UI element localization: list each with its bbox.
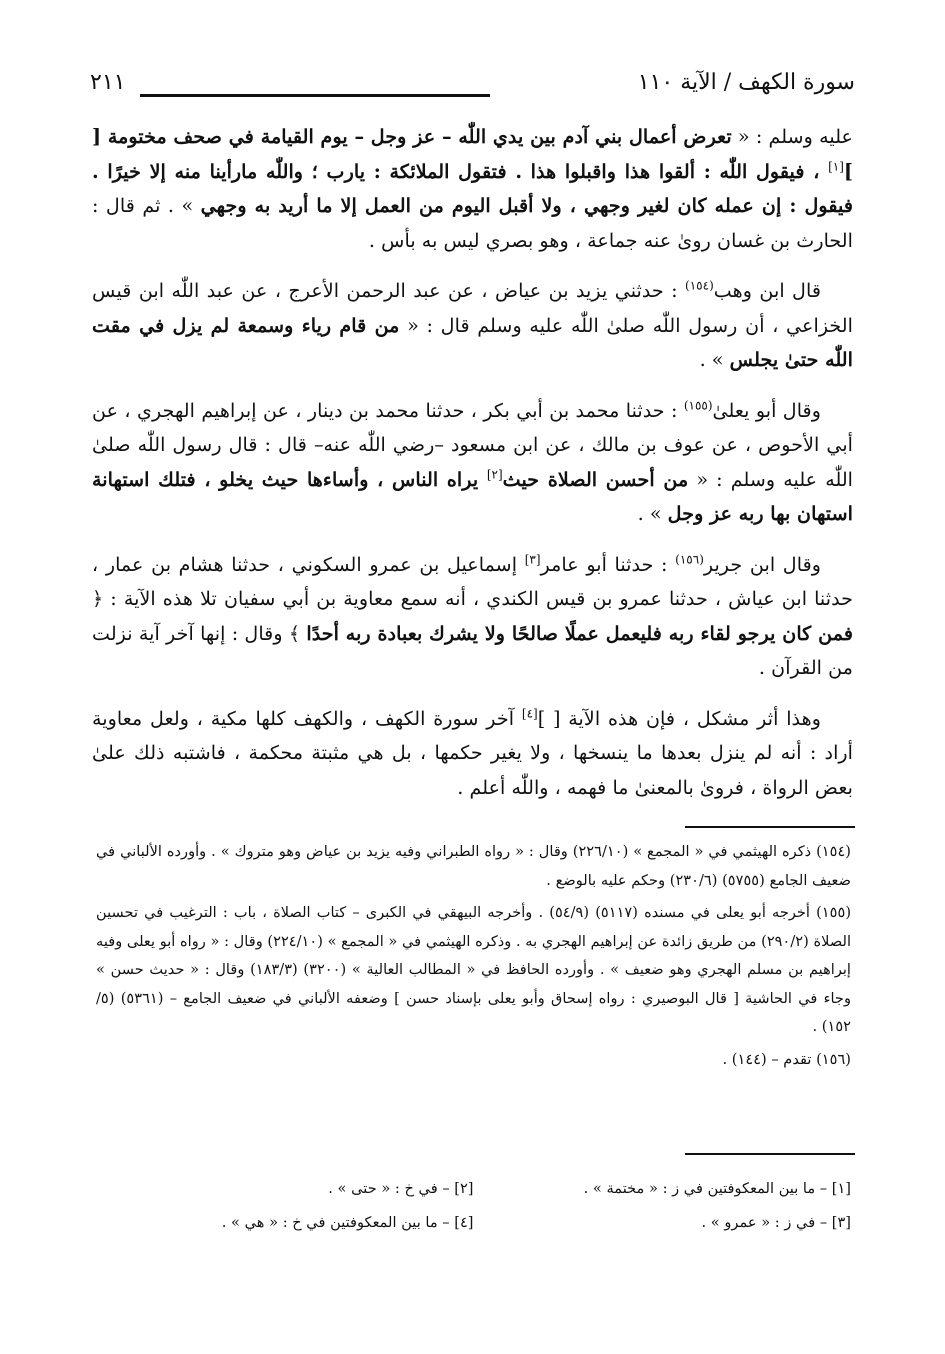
- text-run: إسماعيل بن عمرو السكوني ، حدثنا هشام بن عمار ، حدثنا ابن عياش ، حدثنا عمرو بن قيس الكندي ، أنه سمع معاوية بن أبي سفيان تلا هذه الآية : ﴿: [92, 552, 853, 610]
- text-run: : حدثني يزيد بن عياض ، عن عبد الرحمن الأعرج ، عن عبد اللّٰه ابن قيس الخزاعي ، أن رسول اللّٰه صلىٰ اللّٰه عليه وسلم قال : «: [92, 279, 853, 337]
- chapter-title: سورة الكهف / الآية ١١٠: [637, 70, 855, 95]
- quoted-text: من أحسن الصلاة حيث: [502, 467, 689, 491]
- main-text: [92, 120, 853, 821]
- paragraph-2: [92, 274, 853, 378]
- text-run: وقال أبو يعلىٰ: [712, 398, 821, 422]
- text-run: وقال ابن جرير: [703, 552, 822, 576]
- text-run: : حدثنا أبو عامر: [540, 552, 676, 576]
- footnote-155: (١٥٥) أخرجه أبو يعلى في مسنده (٥١١٧) (٥٤/٩) . وأخرجه البيهقي في الكبرى – كتاب الصلاة ، باب : الترغيب في تحسين الصلاة (٢٩٠/٢) من طريق زائدة عن إبراهيم الهجري به . وذكره الهيثمي في « المجمع » (٢٢٤/١٠) وقال : « رواه أبو يعلى وفيه إبراهيم بن مسلم الهجري وهو ضعيف » . وأورده الحافظ في « المطالب العالية » (٣٢٠٠) (١٨٣/٣) وقال : « حديث حسن » وجاء في الحاشية [ قال البوصيري : رواه إسحاق وأبو يعلى بإسناد حسن ] وضعفه الألباني في ضعيف الجامع – (٥٣٦١) (٥/ ١٥٢) .: [96, 904, 852, 1035]
- editor-note-4: [٤] – ما بين المعكوفتين في خ : « هي » .: [221, 1214, 474, 1231]
- quoted-text: فمن كان يرجو لقاء ربه فليعمل عملًا صالحًا ولا يشرك بعبادة ربه أحدًا: [306, 621, 854, 645]
- footnote-154: (١٥٤) ذكره الهيثمي في « المجمع » (٢٢٦/١٠) وقال : « رواه الطبراني وفيه يزيد بن عياض وهو متروك » . وأورده الألباني في ضعيف الجامع (٥٧٥٥) (٢٣٠/٦) وحكم عليه بالوضع .: [96, 843, 851, 889]
- note-marker: (١٥٦): [675, 552, 704, 567]
- note-marker: (١٥٥): [683, 398, 713, 413]
- text-run: » . ثم قال : الحارث بن غسان روىٰ عنه جماعة ، وهو بصري ليس به بأس .: [92, 194, 853, 252]
- paragraph-1: [92, 120, 853, 258]
- quoted-text: يراه الناس ، وأساءها حيث يخلو ، فتلك استهانة استهان بها ربه عز وجل: [92, 467, 853, 525]
- note-marker: [٣]: [524, 552, 541, 567]
- paragraph-5: [92, 702, 853, 806]
- note-marker: [٤]: [521, 706, 538, 721]
- text-run: ﴾ وقال : إنها آخر آية نزلت من القرآن .: [92, 621, 853, 679]
- footnote-separator: [685, 826, 855, 828]
- editor-note-3: [٣] – في ز : « عمرو » .: [701, 1214, 851, 1231]
- header-rule: [140, 94, 490, 97]
- footnote-156: (١٥٦) تقدم – (١٤٤) .: [722, 1050, 851, 1068]
- editor-notes-separator: [685, 1153, 855, 1155]
- editor-note-1: [١] – ما بين المعكوفتين في ز : « مختمة » .: [583, 1180, 851, 1197]
- page-number: ٢١١: [90, 70, 126, 95]
- editor-note-2: [٢] – في خ : « حتى » .: [328, 1180, 474, 1197]
- note-marker: (١٥٤): [685, 278, 714, 293]
- text-run: آخر سورة الكهف ، والكهف كلها مكية ، ولعل معاوية أراد : أنه لم ينزل بعدها ما ينسخها ، ولا يغير حكمها ، بل هي مثبتة محكمة ، فاشتبه ذلك علىٰ بعض الرواة ، فروىٰ بالمعنىٰ ما فهمه ، واللّٰه أعلم .: [92, 706, 853, 799]
- footnotes: [96, 838, 851, 1078]
- running-header: [90, 70, 855, 110]
- quoted-text: من قام رياء وسمعة لم يزل في مقت اللّٰه حتىٰ يجلس: [92, 313, 853, 371]
- text-run: » .: [699, 348, 730, 371]
- paragraph-4: [92, 548, 853, 686]
- note-marker: [٢]: [486, 467, 503, 482]
- editor-notes: [96, 1172, 851, 1240]
- paragraph-3: [92, 394, 853, 532]
- text-run: : حدثنا محمد بن أبي بكر ، حدثنا محمد بن دينار ، عن إبراهيم الهجري ، عن أبي الأحوص ، عن عوف بن مالك ، عن ابن مسعود –رضي اللّٰه عنه– قال : قال رسول اللّٰه صلىٰ اللّٰه عليه وسلم : «: [92, 398, 854, 491]
- editor-notes-row: [96, 1206, 851, 1240]
- editor-notes-row: [96, 1172, 851, 1206]
- quoted-text: ، فيقول اللّٰه : ألقوا هذا واقبلوا هذا . فتقول الملائكة : يارب ؛ واللّٰه مارأينا منه إلا خيرًا . فيقول : إن عمله كان لغير وجهي ، ولا أقبل اليوم من العمل إلا ما أريد به وجهي: [92, 159, 853, 217]
- text-run: وهذا أثر مشكل ، فإن هذه الآية [ ]: [537, 706, 821, 730]
- text-run: قال ابن وهب: [713, 279, 821, 302]
- note-marker: [١]: [828, 159, 844, 174]
- text-run: عليه وسلم : «: [731, 125, 853, 148]
- text-run: » .: [637, 502, 668, 525]
- quoted-text: تعرض أعمال بني آدم بين يدي اللّٰه – عز وجل – يوم القيامة في صحف مختومة [ ]: [92, 125, 853, 183]
